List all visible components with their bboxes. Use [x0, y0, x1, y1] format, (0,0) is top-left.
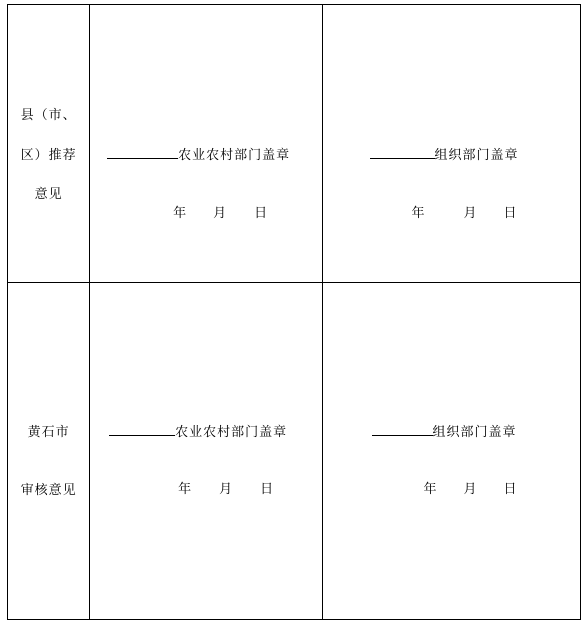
county-label-line-1: 县（市、 [20, 108, 77, 123]
county-agriculture-cell [90, 5, 322, 283]
county-agriculture-name-blank[interactable] [107, 147, 178, 159]
city-label-line-2: 审核意见 [20, 483, 77, 498]
city-agriculture-year-label: 年 [178, 482, 192, 497]
county-agriculture-day-label: 日 [254, 206, 268, 221]
county-agriculture-seal-label: 农业农村部门盖章 [178, 148, 291, 163]
city-organization-seal-line [372, 424, 517, 440]
county-agriculture-month-label: 月 [213, 206, 227, 221]
city-agriculture-month-label: 月 [219, 482, 233, 497]
city-agriculture-seal-label: 农业农村部门盖章 [175, 425, 288, 440]
city-label-cell [8, 283, 90, 620]
county-label-cell [8, 5, 90, 283]
city-organization-date [323, 483, 581, 497]
city-agriculture-day-label: 日 [260, 482, 274, 497]
city-organization-year-label: 年 [423, 482, 437, 497]
county-row [8, 5, 581, 283]
city-agriculture-name-blank[interactable] [109, 424, 175, 436]
county-organization-name-blank[interactable] [370, 147, 435, 159]
county-organization-year-label: 年 [411, 206, 425, 221]
county-agriculture-year-label: 年 [173, 206, 187, 221]
city-agriculture-seal-line [109, 424, 287, 440]
county-organization-day-label: 日 [503, 206, 517, 221]
city-organization-cell [322, 283, 580, 620]
county-organization-seal-line [370, 147, 519, 163]
county-organization-month-label: 月 [463, 206, 477, 221]
county-label-line-3: 意见 [34, 187, 63, 202]
county-agriculture-date [90, 207, 322, 221]
county-organization-date [323, 207, 581, 221]
city-row [8, 283, 581, 620]
county-organization-cell [322, 5, 580, 283]
city-organization-name-blank[interactable] [372, 424, 433, 436]
county-agriculture-seal-line [107, 147, 290, 163]
county-organization-seal-label: 组织部门盖章 [434, 148, 519, 163]
recommendation-form-table [7, 4, 581, 620]
city-organization-day-label: 日 [503, 482, 517, 497]
city-organization-seal-label: 组织部门盖章 [432, 425, 517, 440]
city-organization-month-label: 月 [463, 482, 477, 497]
county-label-line-2: 区）推荐 [20, 148, 77, 163]
city-label-line-1: 黄石市 [27, 425, 70, 440]
city-agriculture-cell [90, 283, 322, 620]
city-agriculture-date [90, 483, 322, 497]
